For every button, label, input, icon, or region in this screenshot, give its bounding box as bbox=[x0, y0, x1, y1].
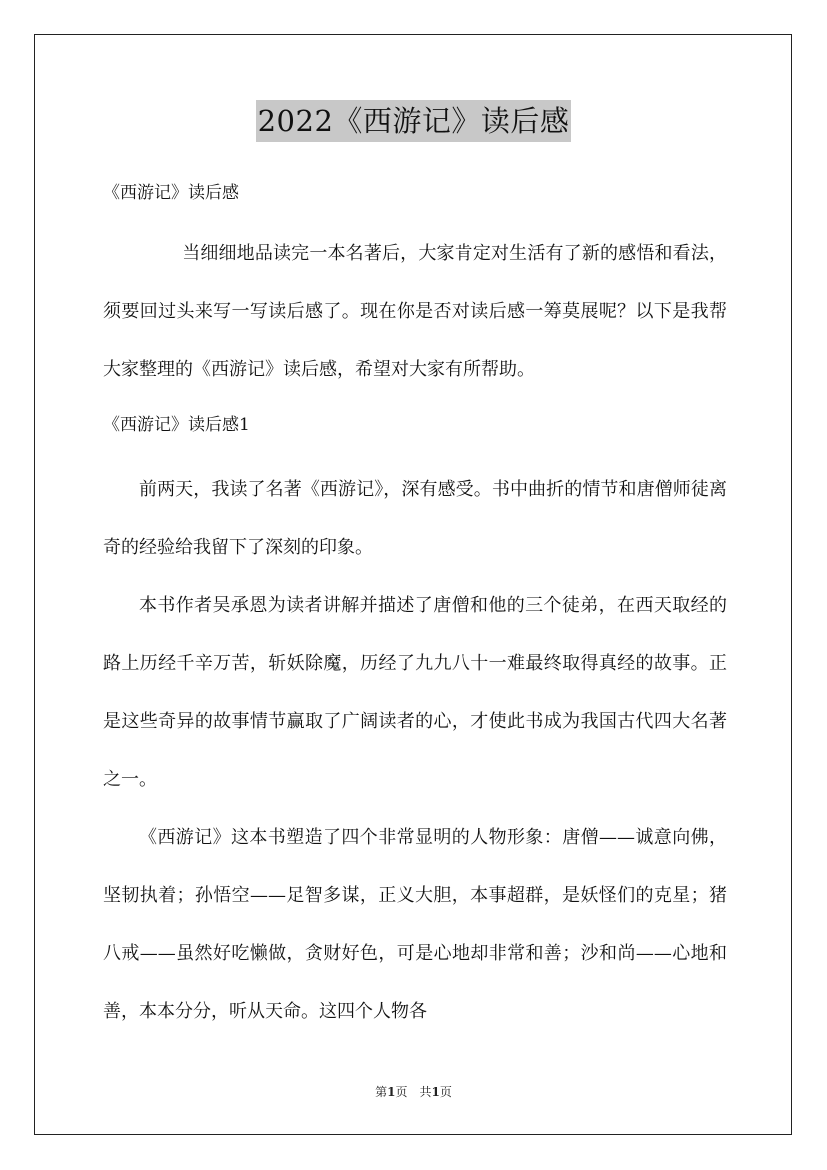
footer-mid: 页 共 bbox=[395, 1085, 432, 1099]
page-footer bbox=[0, 1083, 827, 1100]
section-heading: 《西游记》读后感 bbox=[103, 183, 239, 203]
footer-suffix: 页 bbox=[439, 1085, 452, 1099]
body-paragraph: 本书作者吴承恩为读者讲解并描述了唐僧和他的三个徒弟，在西天取经的路上历经千辛万苦，斩妖除魔，历经了九九八十一难最终取得真经的故事。正是这些奇异的故事情节赢取了广阔读者的心，才使此书成为我国古代四大名著之一。 bbox=[103, 595, 727, 790]
body-paragraph: 前两天，我读了名著《西游记》，深有感受。书中曲折的情节和唐僧师徒离奇的经验给我留下了深刻的印象。 bbox=[103, 479, 727, 558]
document-title: 2022《西游记》读后感 bbox=[256, 100, 572, 142]
footer-page-number: 1 bbox=[387, 1085, 396, 1099]
footer-page-total: 1 bbox=[431, 1085, 440, 1099]
intro-paragraph: 当细细地品读完一本名著后，大家肯定对生活有了新的感悟和看法，须要回过头来写一写读后感了。现在你是否对读后感一筹莫展呢？以下是我帮大家整理的《西游记》读后感，希望对大家有所帮助。 bbox=[103, 243, 727, 380]
title-container bbox=[0, 100, 827, 142]
footer-prefix: 第 bbox=[375, 1085, 388, 1099]
document-body bbox=[103, 175, 727, 1041]
essay-heading: 《西游记》读后感1 bbox=[103, 415, 250, 435]
body-paragraph: 《西游记》这本书塑造了四个非常显明的人物形象：唐僧——诚意向佛，坚韧执着；孙悟空——足智多谋，正义大胆，本事超群，是妖怪们的克星；猪八戒——虽然好吃懒做，贪财好色，可是心地却非常和善；沙和尚——心地和善，本本分分，听从天命。这四个人物各 bbox=[103, 827, 727, 1022]
